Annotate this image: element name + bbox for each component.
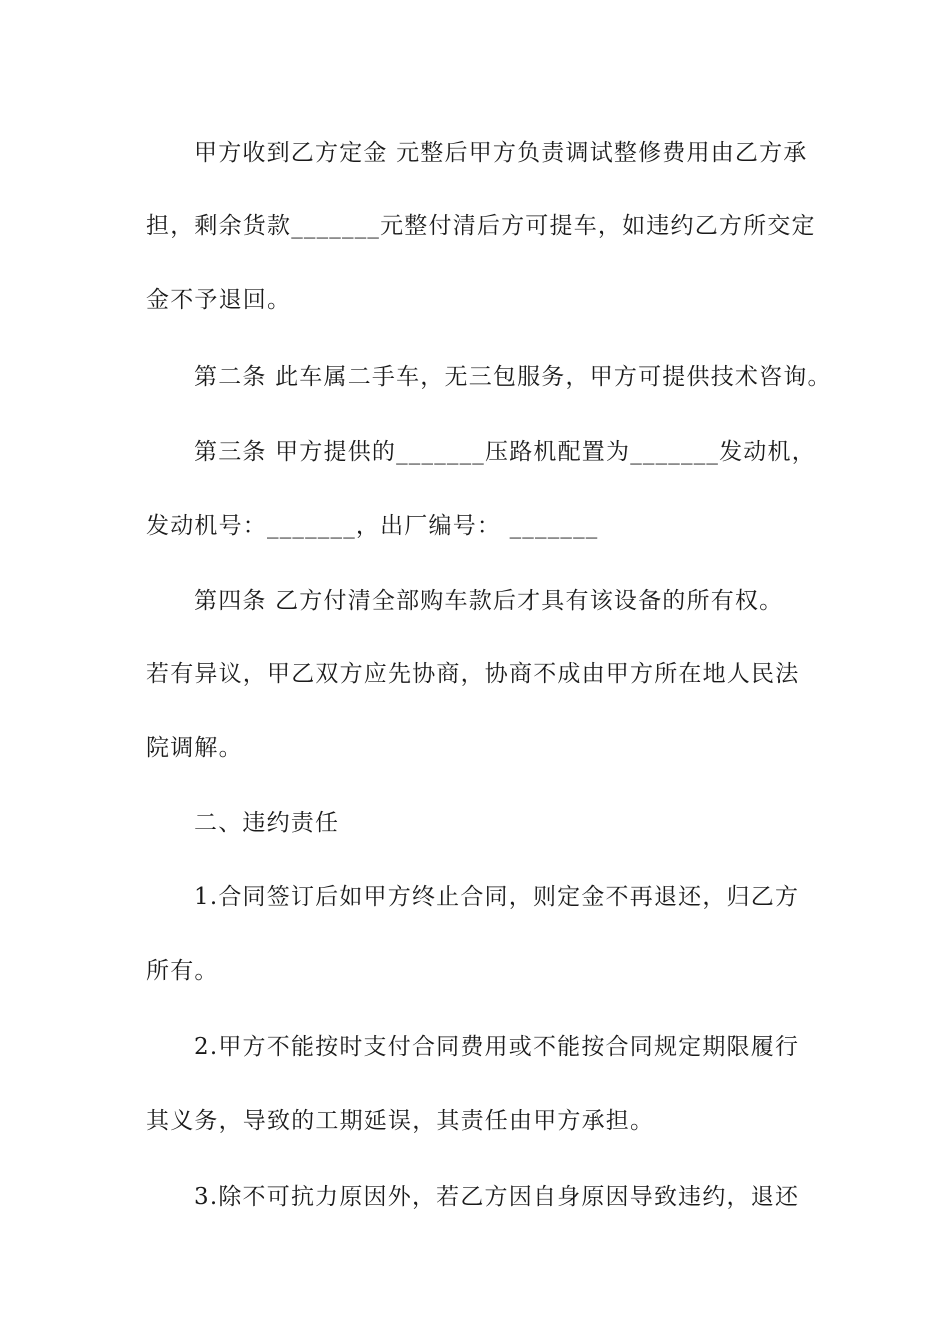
paragraph-line: 院调解。 [146, 735, 243, 761]
paragraph-line: 发动机号：_______，出厂编号： _______ [146, 513, 599, 539]
article-3-line: 第三条 甲方提供的_______压路机配置为_______发动机， [194, 439, 816, 465]
section-heading: 二、违约责任 [194, 810, 340, 836]
article-2-line: 第二条 此车属二手车，无三包服务，甲方可提供技术咨询。 [194, 364, 832, 390]
paragraph-line: 金不予退回。 [146, 287, 292, 313]
paragraph-line: 其义务，导致的工期延误，其责任由甲方承担。 [146, 1108, 655, 1134]
clause-2-line: 2.甲方不能按时支付合同费用或不能按合同规定期限履行 [194, 1034, 800, 1060]
clause-1-line: 1.合同签订后如甲方终止合同，则定金不再退还，归乙方 [194, 884, 800, 910]
paragraph-line: 若有异议，甲乙双方应先协商，协商不成由甲方所在地人民法 [146, 661, 800, 687]
article-4-line: 第四条 乙方付清全部购车款后才具有该设备的所有权。 [194, 588, 784, 614]
paragraph-line: 甲方收到乙方定金 元整后甲方负责调试整修费用由乙方承 [194, 140, 808, 166]
paragraph-line: 所有。 [146, 958, 219, 984]
clause-3-line: 3.除不可抗力原因外，若乙方因自身原因导致违约，退还 [194, 1184, 800, 1210]
paragraph-line: 担，剩余货款_______元整付清后方可提车，如违约乙方所交定 [146, 213, 816, 239]
